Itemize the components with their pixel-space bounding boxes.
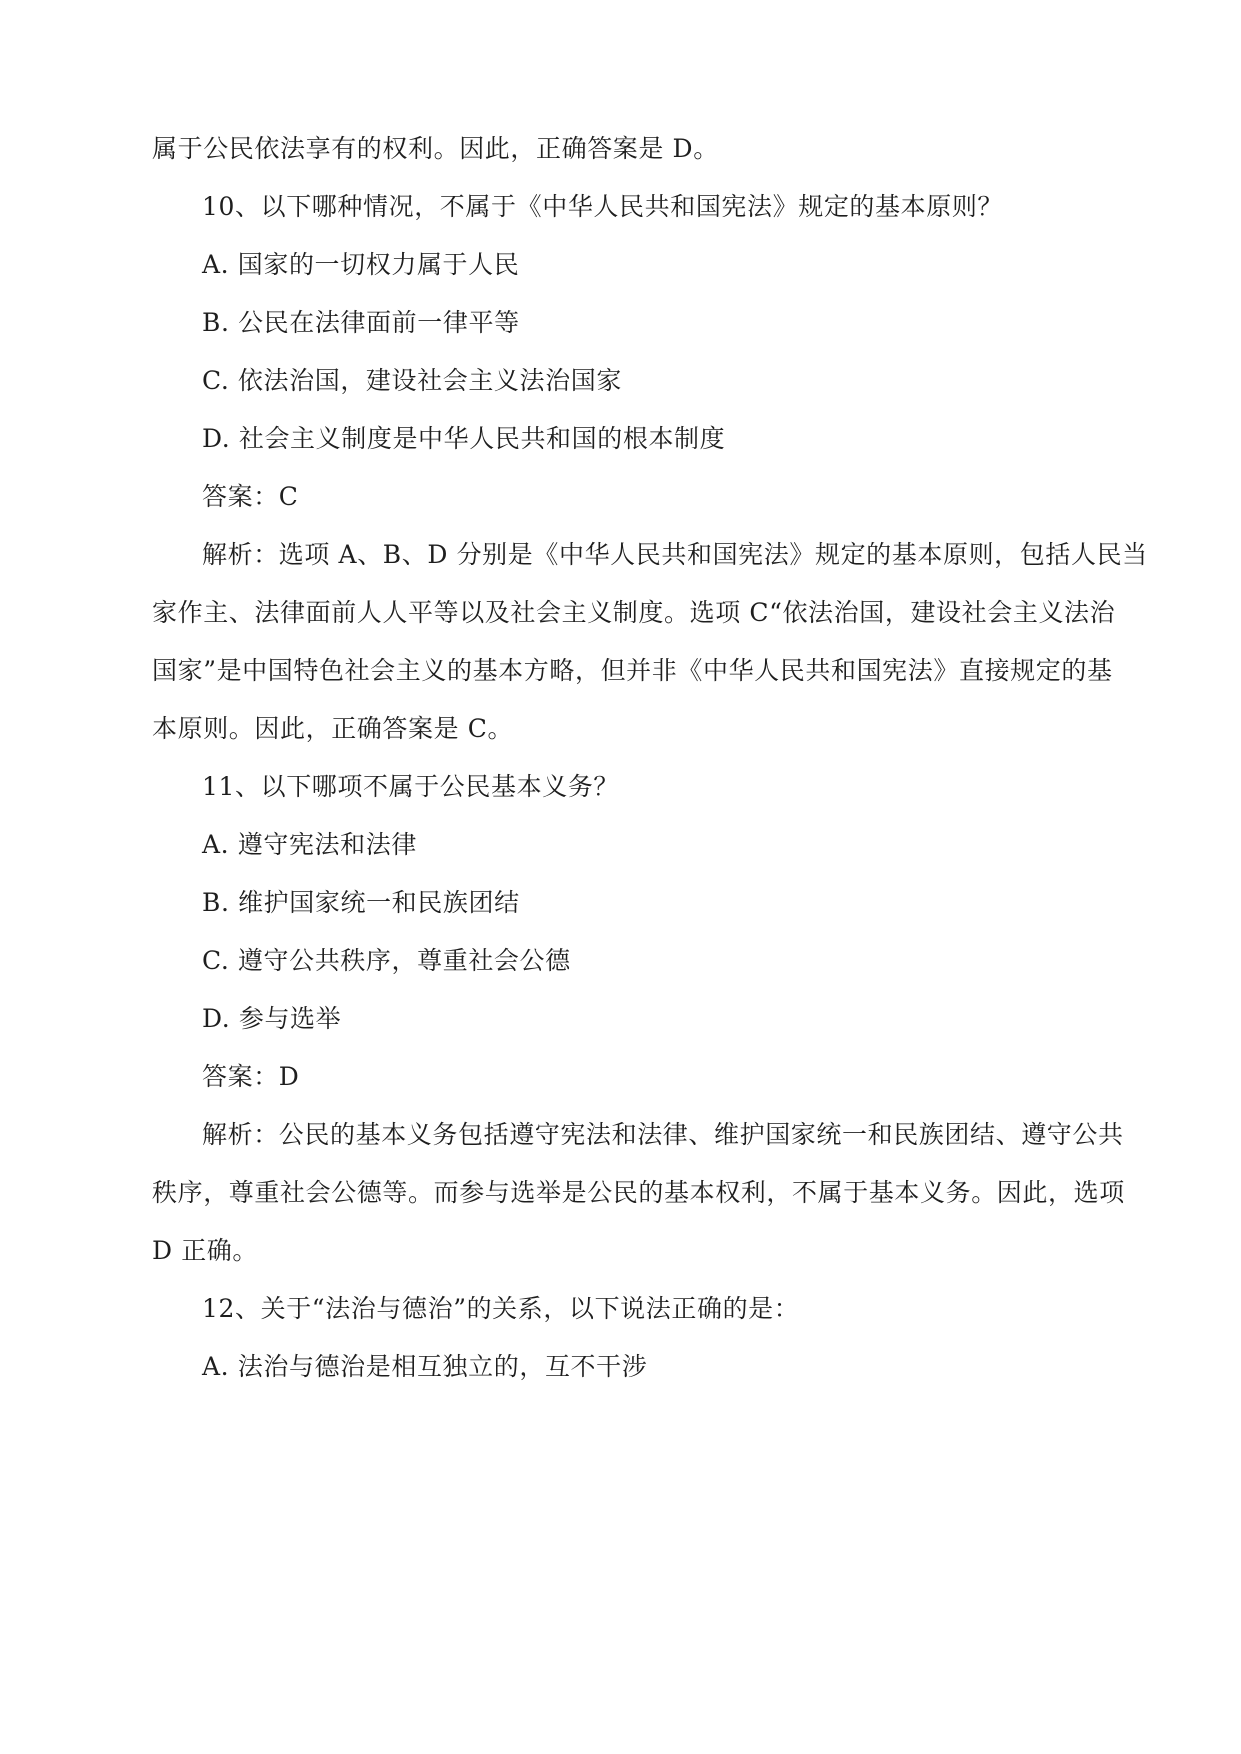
analysis: 解析：公民的基本义务包括遵守宪法和法律、维护国家统一和民族团结、遵守公共 bbox=[202, 1120, 1124, 1149]
text-line: 属于公民依法享有的权利。因此，正确答案是 D。 bbox=[152, 134, 719, 163]
question-12: 12、关于“法治与德治”的关系，以下说法正确的是： bbox=[202, 1294, 800, 1323]
question-11: 11、以下哪项不属于公民基本义务？ bbox=[202, 772, 620, 801]
analysis-continued: 国家”是中国特色社会主义的基本方略，但并非《中华人民共和国宪法》直接规定的基 bbox=[152, 656, 1113, 685]
option-c: C. 遵守公共秩序，尊重社会公德 bbox=[202, 946, 571, 975]
analysis-continued: 家作主、法律面前人人平等以及社会主义制度。选项 C“依法治国，建设社会主义法治 bbox=[152, 598, 1116, 627]
analysis-continued: 秩序，尊重社会公德等。而参与选举是公民的基本权利，不属于基本义务。因此，选项 bbox=[152, 1178, 1125, 1207]
option-a: A. 国家的一切权力属于人民 bbox=[202, 250, 520, 279]
answer: 答案：D bbox=[202, 1062, 300, 1091]
analysis-continued: D 正确。 bbox=[152, 1236, 258, 1265]
option-d: D. 参与选举 bbox=[202, 1004, 342, 1033]
option-d: D. 社会主义制度是中华人民共和国的根本制度 bbox=[202, 424, 726, 453]
question-10: 10、以下哪种情况，不属于《中华人民共和国宪法》规定的基本原则？ bbox=[202, 192, 1004, 221]
option-b: B. 公民在法律面前一律平等 bbox=[202, 308, 520, 337]
option-b: B. 维护国家统一和民族团结 bbox=[202, 888, 520, 917]
analysis-continued: 本原则。因此，正确答案是 C。 bbox=[152, 714, 514, 743]
analysis: 解析：选项 A、B、D 分别是《中华人民共和国宪法》规定的基本原则，包括人民当 bbox=[202, 540, 1148, 569]
option-a: A. 遵守宪法和法律 bbox=[202, 830, 417, 859]
answer: 答案：C bbox=[202, 482, 299, 511]
option-c: C. 依法治国，建设社会主义法治国家 bbox=[202, 366, 622, 395]
option-a: A. 法治与德治是相互独立的，互不干涉 bbox=[202, 1352, 648, 1381]
